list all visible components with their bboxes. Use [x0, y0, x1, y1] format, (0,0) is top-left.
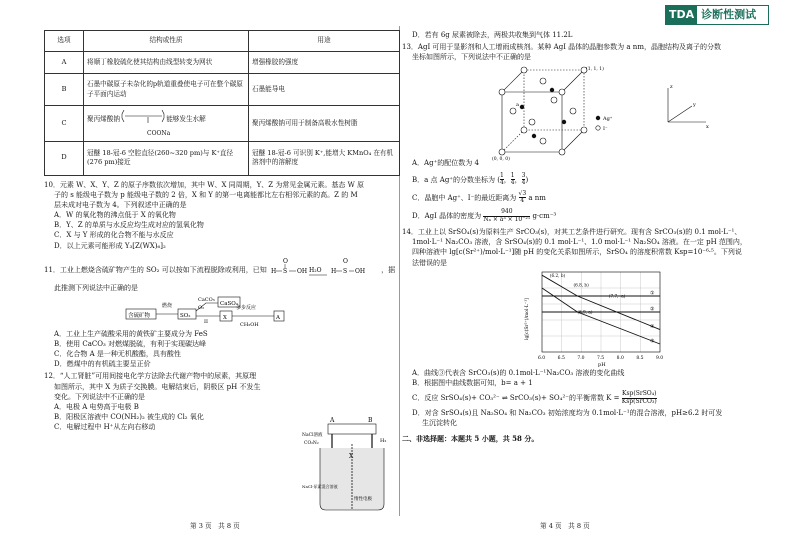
- flow-node-so2: SO₂: [180, 312, 191, 319]
- option-a[interactable]: A．曲线③代表含 SrCO₃(s)的 0.1mol·L⁻¹Na₂CO₃ 溶液的变化曲线: [412, 368, 625, 377]
- table-cell: 冠醚 18-冠-6 可识别 K⁺,能增大 KMnO₄ 在有机溶剂中的溶解度: [249, 141, 400, 175]
- question-14: [402, 227, 754, 428]
- brand-code: TDA: [666, 6, 697, 24]
- fraction: [522, 173, 526, 187]
- series-label: ③: [650, 338, 655, 345]
- flow-node-a: A: [276, 314, 280, 321]
- polymer-name: 聚丙烯酸钠: [87, 115, 120, 123]
- option-text: C．反应 SrSO₄(s)+ CO₃²⁻ ⇌ SrCO₃(s)+ SO₄²⁻的平衡常数 K =: [412, 394, 620, 403]
- legend-ag: Ag⁺: [603, 116, 613, 123]
- option-text: D．AgI 晶体的密度为: [412, 212, 482, 221]
- option-b[interactable]: B．Y、Z 的单质与水反应均生成对应的氢氧化物: [54, 221, 204, 230]
- denominator: Ksp(SrCO₃): [621, 397, 657, 405]
- option-a[interactable]: A．工业上生产硫酸采用的黄铁矿主要成分为 FeS: [54, 329, 208, 338]
- question-12: [44, 371, 294, 432]
- question-11: [44, 257, 400, 370]
- numerator: √3: [518, 189, 527, 197]
- coordinate-label: (1, 1, 1): [586, 67, 604, 73]
- atom-label: S: [282, 267, 288, 275]
- table-cell: [84, 106, 249, 142]
- question-stem: 坐标如图所示，下列说法中不正确的是: [412, 53, 531, 62]
- option-text: g·cm⁻³: [532, 212, 557, 221]
- x-tick-label: 6.0: [538, 355, 546, 361]
- fraction: [511, 173, 515, 187]
- point-label: a: [516, 102, 519, 109]
- atom-label: S: [342, 267, 348, 275]
- axis-label: x: [706, 124, 709, 131]
- question-10: [44, 180, 400, 251]
- option-c[interactable]: C．电解过程中 H⁺从左向右移动: [54, 423, 156, 432]
- table-header: 结构或性质: [84, 31, 249, 52]
- polymer-property: 能够发生水解: [166, 115, 206, 123]
- table-cell: C: [45, 106, 84, 142]
- x-tick-label: 6.5: [557, 355, 565, 361]
- table-cell: B: [45, 74, 84, 106]
- point-annotation: (6.2, b): [549, 272, 566, 278]
- y-axis-label: lg[c(Sr²⁺)/mol·L⁻¹]: [525, 297, 530, 340]
- flow-label: II: [204, 318, 208, 325]
- atom-label: O: [342, 257, 348, 265]
- electrolysis-diagram: [302, 414, 398, 516]
- series-label: ②: [650, 306, 655, 313]
- question-stem: 法错误的是: [412, 258, 447, 267]
- option-d[interactable]: D．若有 6g 尿素被除去，两极共收集到气体 11.2L: [412, 31, 573, 39]
- question-stem: 10．元素 W、X、Y、Z 的原子序数依次增加，其中 W、X 同周期，Y、Z 为常见金属元素。基态 W 原: [44, 180, 365, 189]
- flow-label: O₂: [198, 304, 205, 311]
- process-flow-diagram: [124, 293, 324, 329]
- x-tick-label: 9.0: [656, 355, 664, 361]
- electrode-b-label: B: [368, 417, 373, 424]
- option-d-continued: 生沉淀转化: [422, 419, 457, 428]
- table-row: [45, 141, 400, 175]
- gas-label: H₂: [380, 438, 387, 444]
- option-text: B．a 点 Ag⁺的分数坐标为: [412, 175, 495, 184]
- solution-label: NaCl溶液: [302, 433, 323, 438]
- flow-label: 多步反应: [236, 304, 257, 311]
- atom-label: H: [270, 267, 277, 275]
- option-c[interactable]: [412, 191, 754, 205]
- page-number-left: 第 3 页 共 8 页: [190, 522, 240, 530]
- question-stem: 12．“人工肾脏”可用间接电化学方法除去代谢产物中的尿素，其原理: [44, 372, 257, 381]
- option-a[interactable]: A．W 的氧化物的沸点低于 X 的氧化物: [54, 211, 176, 220]
- numerator: Ksp(SrSO₄): [621, 389, 657, 397]
- table-header: 用途: [249, 31, 400, 52]
- reaction-structure-icon: [269, 257, 379, 283]
- brand-badge: [665, 5, 769, 25]
- denominator: 4: [499, 179, 504, 187]
- x-tick-label: 7.5: [597, 355, 605, 361]
- gas-label: CO₂N₂: [304, 441, 319, 446]
- table-cell: 冠醚 18-冠-6 空腔直径(260~320 pm)与 K⁺直径(276 pm)接近: [84, 141, 249, 175]
- question-stem: 层未成对电子数为 4。下列叙述中正确的是: [54, 200, 187, 209]
- numerator: 3: [521, 171, 526, 179]
- table-header: 选项: [45, 31, 84, 52]
- flow-node-caso4: CaSO₄: [220, 300, 238, 307]
- polymer-formula-icon: [122, 108, 164, 130]
- option-d[interactable]: D．对含 SrSO₄(s)且 Na₂SO₄ 和 Na₂CO₃ 初始浓度均为 0.1mol·L⁻¹的混合溶液，pH≥6.2 时可发: [412, 409, 723, 418]
- sr-ph-chart: [520, 268, 670, 368]
- x-axis-label: pH: [598, 361, 606, 368]
- numerator: 1: [510, 171, 515, 179]
- question-stem: 子的 s 能级电子数为 p 能级电子数的 2 倍，X 和 Y 的第一电离能都比左右相邻元素的高。Z 的 M: [54, 190, 358, 199]
- reagent-label: H₂O: [308, 266, 322, 274]
- question-stem: 1mol·L⁻¹ Na₂CO₃ 溶液，含 SrSO₄(s)的 0.1 mol·L⁻¹、1.0 mol·L⁻¹ Na₂SO₄ 溶液。在一定 pH 范围内，: [412, 238, 747, 247]
- flow-label: CH₃OH: [240, 321, 259, 328]
- question-stem: 如图所示，其中 X 为质子交换膜。电解结束后，阴极区 pH 不发生: [54, 382, 261, 391]
- flow-node-ore: 含硫矿物: [128, 312, 151, 319]
- page-number-right: 第 4 页 共 8 页: [540, 522, 590, 530]
- option-b[interactable]: B．根据图中曲线数据可知，b= a + 1: [412, 378, 533, 387]
- denominator: Nₐ × a³ × 10⁻²¹: [483, 215, 531, 223]
- atom-label: OH: [354, 267, 366, 275]
- option-b[interactable]: B．使用 CaCO₃ 对燃煤脱硫，有利于实现碳达峰: [54, 339, 207, 348]
- question-stem: 四种溶液中 lg[c(Sr²⁺)/mol·L⁻¹]随 pH 的变化关系如图所示，SrSO₄ 的溶度积常数 Ksp=10⁻⁶·⁵。下列说: [412, 248, 742, 257]
- option-c[interactable]: C．X 与 Y 形成的化合物不能与水反应: [54, 231, 174, 240]
- point-annotation: (6.8, b): [573, 282, 589, 288]
- right-column: [402, 30, 754, 445]
- flow-label: CaCO₃: [198, 296, 215, 303]
- stem-text: 11．工业上燃烧含硫矿物产生的 SO₂ 可以按如下流程脱除或利用，已知: [44, 265, 267, 274]
- question-stem: 变化。下列说法中不正确的是: [54, 392, 145, 401]
- membrane-label: X: [349, 453, 354, 460]
- table-cell: 增强橡胶的强度: [249, 52, 400, 74]
- options-table: [44, 30, 400, 176]
- section-heading: 二、非选择题：本题共 5 小题，共 58 分。: [402, 434, 539, 444]
- crystal-cell-diagram: [482, 62, 742, 163]
- denominator: 4: [520, 197, 525, 205]
- question-stem: [44, 257, 400, 283]
- series-label: ①: [650, 290, 655, 297]
- electrode-a-label: A: [330, 417, 335, 424]
- solution-label: NaCl-尿素混合溶液: [302, 484, 338, 489]
- flow-node-x: X: [223, 314, 227, 321]
- series-label: ④: [650, 323, 655, 330]
- stem-text: ，据: [381, 265, 396, 274]
- table-cell: D: [45, 141, 84, 175]
- question-stem: 此推测下列说法中正确的是: [54, 283, 138, 292]
- option-c[interactable]: C．化合物 A 是一种无机酸酯，具有酸性: [54, 350, 181, 359]
- option-d[interactable]: [412, 209, 754, 223]
- x-tick-label: 7.0: [577, 355, 585, 361]
- table-row: [45, 74, 400, 106]
- table-row: [45, 52, 400, 74]
- point-annotation: (6.9, a): [577, 309, 593, 315]
- table-cell: 石墨能导电: [249, 74, 400, 106]
- x-tick-label: 8.0: [616, 355, 624, 361]
- fraction: [500, 173, 504, 187]
- question-stem: 14．工业上以 SrSO₄(s)为原料生产 SrCO₃(s)，对其工艺条件进行研究。现有含 SrCO₃(s)的 0.1 mol·L⁻¹、: [402, 228, 742, 237]
- option-d[interactable]: D．以上元素可能形成 Y₃[Z(WX)₆]₂: [54, 241, 166, 250]
- atom-label: O: [282, 257, 288, 265]
- polymer-sidegroup: COONa: [147, 130, 171, 137]
- fraction: [483, 209, 530, 223]
- atom-label: H: [330, 267, 337, 275]
- axis-label: z: [670, 84, 673, 91]
- question-stem: 13．AgI 可用于显影剂和人工增雨成核剂。某种 AgI 晶体的晶胞参数为 a nm，晶胞结构及离子的分数: [402, 43, 721, 52]
- denominator: 4: [510, 179, 515, 187]
- x-tick-label: 8.5: [636, 355, 644, 361]
- denominator: 4: [521, 179, 526, 187]
- table-header-row: [45, 31, 400, 52]
- option-a[interactable]: A．电极 A 电势高于电极 B: [54, 402, 139, 411]
- axis-label: y: [693, 102, 696, 109]
- option-b[interactable]: B．a 点 Ag⁺的分数坐标为 ( $\frac{1}{4}$ ， $\frac{1}{4}$ ， $\frac{3}{4}$ ): [412, 171, 529, 187]
- point-annotation: (7.7, -a): [608, 293, 626, 299]
- legend-i: I⁻: [603, 126, 608, 133]
- table-cell: 将顺丁橡胶硫化使其结构由线型转变为网状: [84, 52, 249, 74]
- left-column: [44, 30, 400, 432]
- brand-title: 诊断性测试: [701, 8, 757, 21]
- option-c[interactable]: [412, 391, 754, 405]
- atom-label: OH: [296, 267, 308, 275]
- option-a[interactable]: A．Ag⁺的配位数为 4: [412, 159, 479, 168]
- numerator: 940: [483, 209, 530, 217]
- table-cell: 聚丙烯酸钠可用于制备高吸水性树脂: [249, 106, 400, 142]
- option-text: a nm: [528, 193, 546, 202]
- option-b[interactable]: B．阳极区溶液中 CO(NH₂)₂ 被生成的 Cl₂ 氧化: [54, 412, 204, 421]
- table-cell: A: [45, 52, 84, 74]
- table-row: [45, 106, 400, 142]
- question-13: [402, 42, 754, 223]
- option-text: C．晶胞中 Ag⁺、I⁻的最近距离为: [412, 193, 517, 202]
- flow-label: 燃烧: [162, 302, 173, 309]
- electrode-label: 惰性电极: [354, 497, 372, 502]
- fraction: [519, 191, 527, 205]
- numerator: 1: [499, 171, 504, 179]
- coordinate-label: (0, 0, 0): [492, 157, 510, 163]
- table-cell: 石墨中碳原子未杂化的p轨道重叠使电子可在整个碳原子平面内运动: [84, 74, 249, 106]
- fraction: [622, 391, 657, 405]
- option-d[interactable]: D．燃煤中的有机硫主要呈正价: [54, 360, 151, 369]
